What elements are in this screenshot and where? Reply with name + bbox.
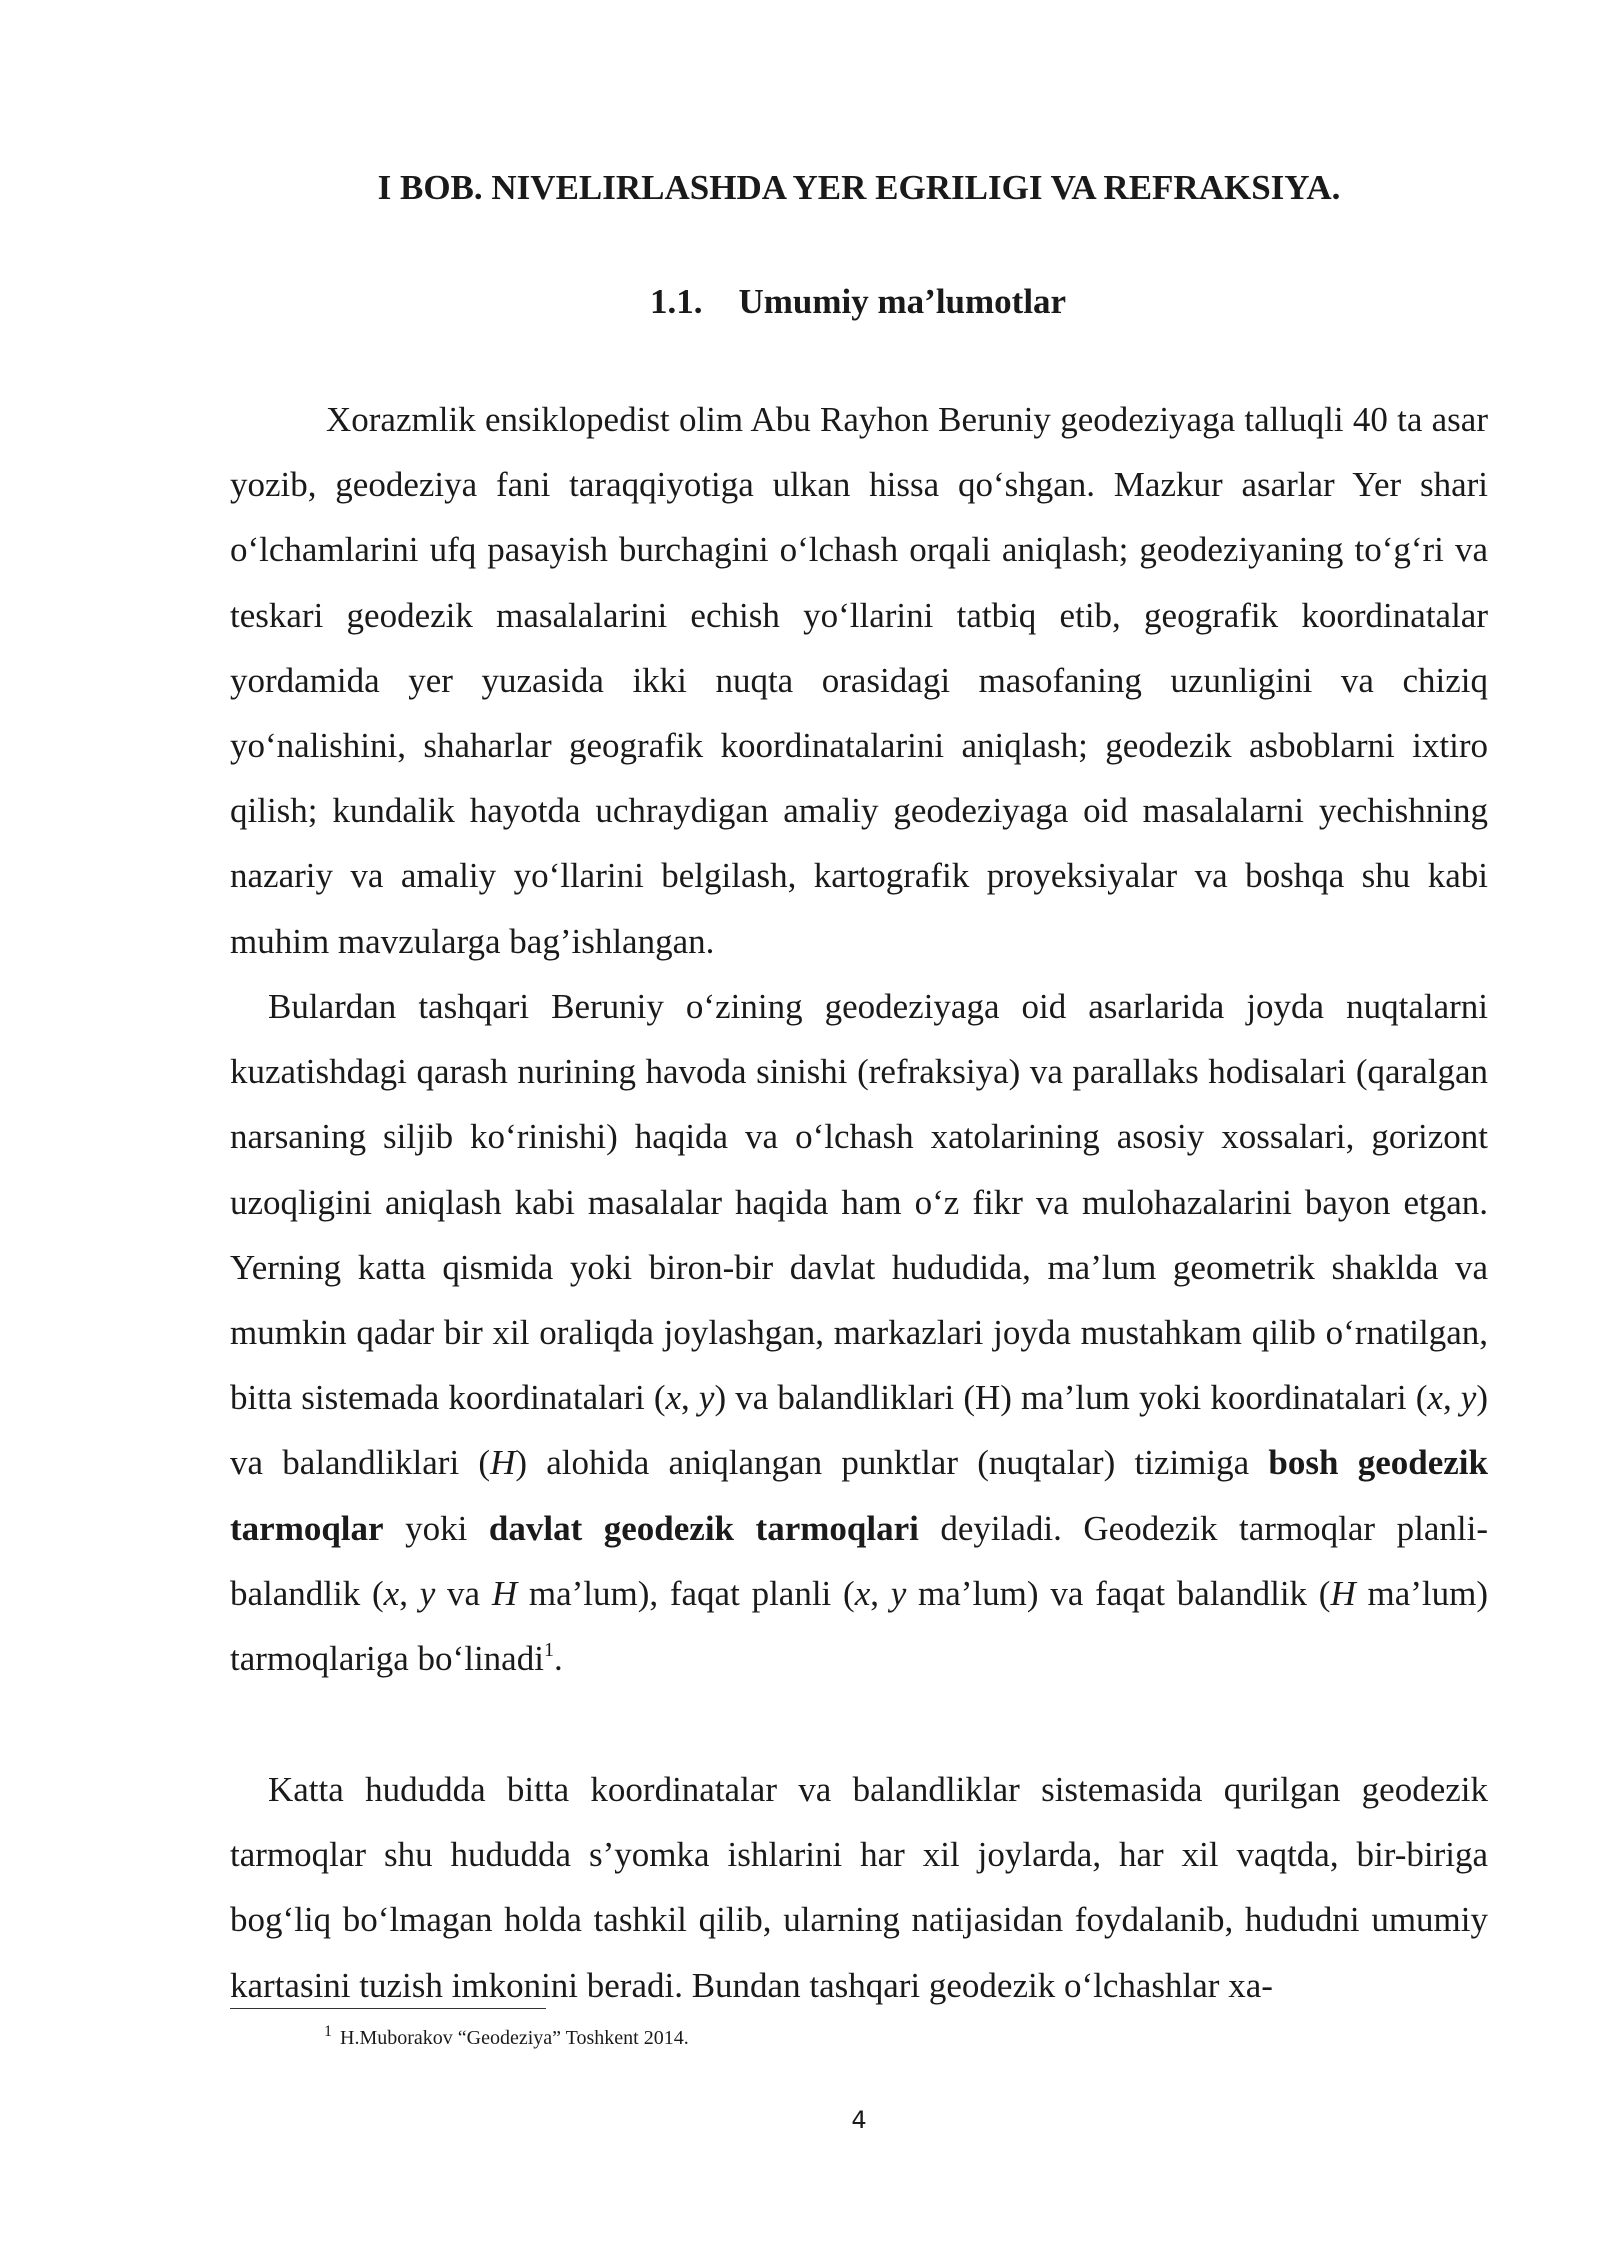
- p2-text: ) va balandliklari (: [230, 1378, 1488, 1483]
- var-y: y: [419, 1573, 436, 1613]
- p2-text: ) va balandliklari (H) ma’lum yoki koordinatalari (: [714, 1378, 1428, 1418]
- paragraph-1: Xorazmlik ensiklopedist olim Abu Rayhon Beruniy geodeziyaga talluqli 40 ta asar yozib, geodeziya fani taraqqiyotiga ulkan hissa qo‘shgan. Mazkur asarlar Yer shari o‘lchamlarini ufq pasayish burchagini o‘lchash orqali aniqlash; geodeziyaning to‘g‘ri va teskari geodezik masalalarini echish yo‘llarini tatbiq etib, geografik koordinatalar yordamida yer yuzasida ikki nuqta orasidagi masofaning uzunligini va chiziq yo‘nalishini, shaharlar geografik koordinatalarini aniqlash; geodezik asboblarni ixtiro qilish; kundalik hayotda uchraydigan amaliy geodeziyaga oid masalalarni yechishning nazariy va amaliy yo‘llarini belgilash, kartografik proyeksiyalar va boshqa shu kabi muhim mavzularga bag’ishlangan.: [230, 400, 1488, 961]
- p2-text: yoki: [383, 1508, 489, 1548]
- p2-comma: ,: [1442, 1378, 1461, 1418]
- paragraph-2: [230, 974, 1488, 1691]
- p2-text: va: [435, 1573, 492, 1613]
- footnote-divider: [230, 2008, 546, 2009]
- section-number: 1.1.: [650, 282, 703, 321]
- var-x: x: [665, 1378, 682, 1418]
- var-y: y: [1460, 1378, 1477, 1418]
- section-heading: [650, 282, 1066, 322]
- term-bosh-geodezik-tarmoqlar: bosh geodezik tarmoqlar: [230, 1443, 1488, 1548]
- var-x: x: [854, 1573, 871, 1613]
- section-title: Umumiy ma’lumotlar: [738, 282, 1067, 321]
- var-h: H: [490, 1443, 516, 1483]
- var-h: H: [1330, 1573, 1356, 1613]
- p2-text: ) alohida aniqlangan punktlar (nuqtalar) tizimiga: [515, 1443, 1269, 1483]
- var-x: x: [383, 1573, 400, 1613]
- footnote-reference[interactable]: 1: [543, 1639, 554, 1662]
- term-davlat-geodezik-tarmoqlari: davlat geodezik tarmoqlari: [488, 1508, 919, 1548]
- paragraph-3: Katta hududda bitta koordinatalar va balandliklar sistemasida qurilgan geodezik tarmoqlar shu hududda s’yomka ishlarini har xil joylarda, har xil vaqtda, bir-biriga bog‘liq bo‘lmagan holda tashkil qilib, ularning natijasidan foydalanib, hududni umumiy kartasini tuzish imkonini beradi. Bundan tashqari geodezik o‘lchashlar xa-: [230, 1770, 1488, 2005]
- p2-text: ma’lum) va faqat balandlik (: [906, 1573, 1331, 1613]
- page-number: 4: [851, 2106, 867, 2134]
- p2-text: deyiladi. Geodezik tarmoqlar planli-balandlik (: [230, 1508, 1488, 1613]
- p2-text: ma’lum), faqat planli (: [517, 1573, 855, 1613]
- p2-comma: ,: [399, 1573, 420, 1613]
- p2-text: Bulardan tashqari Beruniy o‘zining geodeziyaga oid asarlarida joyda nuqtalarni kuzatishdagi qarash nurining havoda sinishi (refraksiya) va parallaks hodisalari (qaralgan narsaning siljib ko‘rinishi) haqida va o‘lchash xatolarining asosiy xossalari, gorizont uzoqligini aniqlash kabi masalalar haqida ham o‘z fikr va mulohazalarini bayon etgan. Yerning katta qismida yoki biron-bir davlat hududida, ma’lum geometrik shaklda va mumkin qadar bir xil oraliqda joylashgan, markazlari joyda mustahkam qilib o‘rnatilgan, bitta sistemada koordinatalari (: [230, 987, 1488, 1418]
- chapter-title: I BOB. NIVELIRLASHDA YER EGRILIGI VA REFRAKSIYA.: [377, 168, 1341, 207]
- p2-text: ma’lum) tarmoqlariga bo‘linadi: [230, 1573, 1489, 1679]
- var-y: y: [890, 1573, 907, 1613]
- footnote-text: H.Muborakov “Geodeziya” Toshkent 2014.: [340, 2027, 689, 2049]
- p2-comma: ,: [870, 1573, 891, 1613]
- var-x: x: [1427, 1378, 1443, 1418]
- var-h: H: [491, 1573, 518, 1613]
- p2-comma: ,: [681, 1378, 699, 1418]
- var-y: y: [698, 1378, 715, 1418]
- footnote-mark: 1: [324, 2023, 332, 2040]
- footnote: [324, 2024, 689, 2052]
- p2-text: .: [553, 1639, 563, 1679]
